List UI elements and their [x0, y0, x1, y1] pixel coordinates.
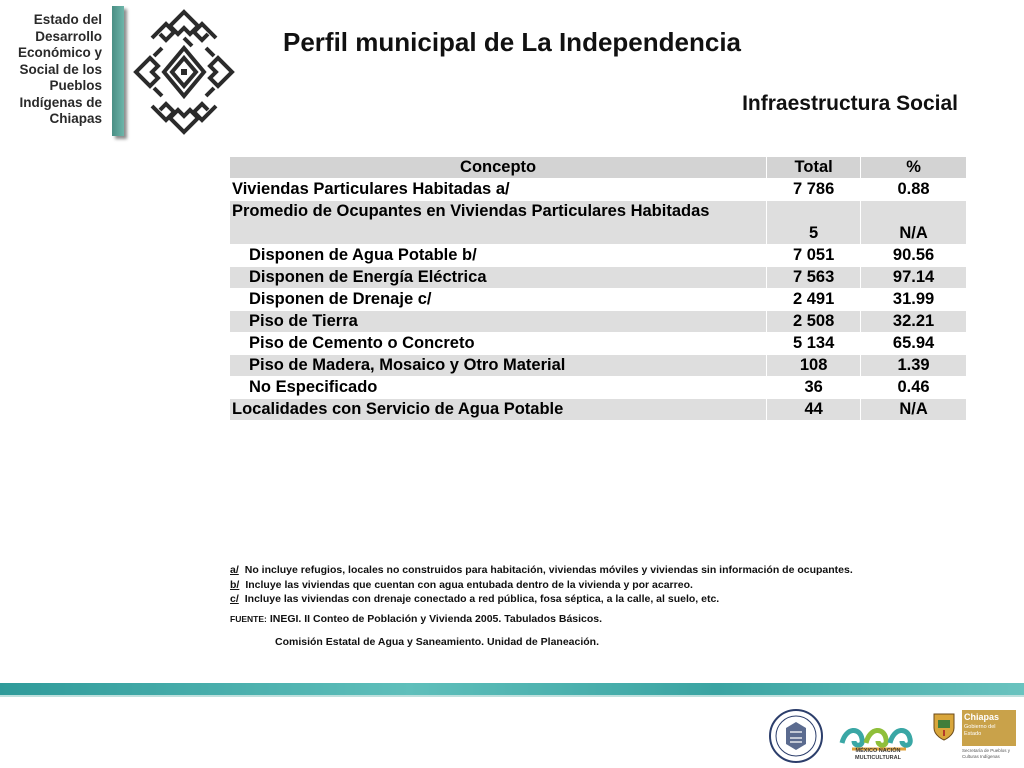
total-cell: 44 — [767, 399, 861, 421]
concept-cell: Disponen de Drenaje c/ — [230, 289, 767, 311]
table-row — [230, 201, 967, 245]
concept-cell: Piso de Tierra — [230, 311, 767, 333]
percent-cell: 31.99 — [861, 289, 967, 311]
source-line-2: Comisión Estatal de Agua y Saneamiento. Unidad de Planeación. — [275, 636, 600, 648]
org-name-line: Chiapas — [49, 111, 102, 126]
column-header: Total — [767, 157, 861, 179]
footnote-key: c/ — [230, 593, 239, 605]
concept-cell: No Especificado — [230, 377, 767, 399]
total-cell: 5 134 — [767, 333, 861, 355]
percent-cell: 0.46 — [861, 377, 967, 399]
chiapas-logo-title: Chiapas — [964, 712, 1000, 722]
table-row — [230, 289, 967, 311]
column-header: % — [861, 157, 967, 179]
source-label: FUENTE: — [230, 614, 267, 624]
concept-cell: Promedio de Ocupantes en Viviendas Particulares Habitadas — [230, 201, 767, 245]
source-text: INEGI. II Conteo de Población y Vivienda 2005. Tabulados Básicos. — [269, 613, 603, 625]
footnote-key: a/ — [230, 564, 239, 576]
page-subtitle: Infraestructura Social — [742, 92, 958, 115]
header-accent-bar — [112, 6, 124, 136]
percent-cell: 32.21 — [861, 311, 967, 333]
chiapas-logo-subtitle: Gobierno del Estado — [964, 724, 996, 737]
footnote-text: Incluye las viviendas que cuentan con agua entubada dentro de la vivienda y por acarreo. — [245, 578, 693, 591]
table-row — [230, 355, 967, 377]
org-name — [12, 12, 102, 128]
footnote — [230, 592, 853, 607]
total-cell: 108 — [767, 355, 861, 377]
mnm-caption: MÉXICO NACIÓN MULTICULTURAL — [855, 748, 901, 761]
footnotes — [230, 563, 853, 607]
org-name-line: Indígenas de — [19, 94, 102, 110]
table-row — [230, 267, 967, 289]
table-row — [230, 377, 967, 399]
footnote — [230, 578, 853, 593]
total-cell: 2 491 — [767, 289, 861, 311]
footer-stripe — [0, 683, 1024, 695]
concept-cell: Disponen de Energía Eléctrica — [230, 267, 767, 289]
concept-cell: Disponen de Agua Potable b/ — [230, 245, 767, 267]
footnote-key: b/ — [230, 578, 240, 591]
total-cell: 2 508 — [767, 311, 861, 333]
percent-cell: 65.94 — [861, 333, 967, 355]
org-name-line: Desarrollo — [35, 28, 102, 44]
total-cell: 36 — [767, 377, 861, 399]
footnote — [230, 563, 853, 578]
footnote-text: Incluye las viviendas con drenaje conectado a red pública, fosa séptica, a la calle, al suelo, etc. — [244, 593, 720, 605]
total-cell: 5 — [767, 201, 861, 245]
org-name-line: Estado del — [33, 12, 102, 27]
org-name-line: Social de los — [19, 61, 102, 77]
footnote-text: No incluye refugios, locales no construidos para habitación, viviendas móviles y viviendas sin información de ocupantes. — [244, 564, 853, 576]
page-title: Perfil municipal de La Independencia — [283, 27, 741, 57]
total-cell: 7 563 — [767, 267, 861, 289]
table-row — [230, 179, 967, 201]
percent-cell: 97.14 — [861, 267, 967, 289]
org-name-line: Pueblos — [49, 78, 102, 93]
org-name-line: Económico y — [17, 45, 102, 60]
concept-cell: Viviendas Particulares Habitadas a/ — [230, 179, 767, 201]
table-row — [230, 245, 967, 267]
table-row — [230, 311, 967, 333]
table-row — [230, 399, 967, 421]
percent-cell: 1.39 — [861, 355, 967, 377]
infrastructure-table — [229, 156, 967, 421]
table-header-row — [230, 157, 967, 179]
percent-cell: N/A — [861, 399, 967, 421]
column-header: Concepto — [230, 157, 767, 179]
unam-seal-logo — [768, 708, 824, 764]
concept-cell: Piso de Cemento o Concreto — [230, 333, 767, 355]
chiapas-shield-icon — [932, 712, 956, 742]
chiapas-logo-footer: Secretaría de Pueblos y Culturas Indígenas — [962, 748, 1011, 759]
concept-cell: Piso de Madera, Mosaico y Otro Material — [230, 355, 767, 377]
total-cell: 7 786 — [767, 179, 861, 201]
footer-stripe-highlight — [0, 695, 1024, 697]
percent-cell: 0.88 — [861, 179, 967, 201]
table-row — [230, 333, 967, 355]
source-line — [230, 613, 602, 625]
concept-cell: Localidades con Servicio de Agua Potable — [230, 399, 767, 421]
percent-cell: N/A — [861, 201, 967, 245]
percent-cell: 90.56 — [861, 245, 967, 267]
total-cell: 7 051 — [767, 245, 861, 267]
